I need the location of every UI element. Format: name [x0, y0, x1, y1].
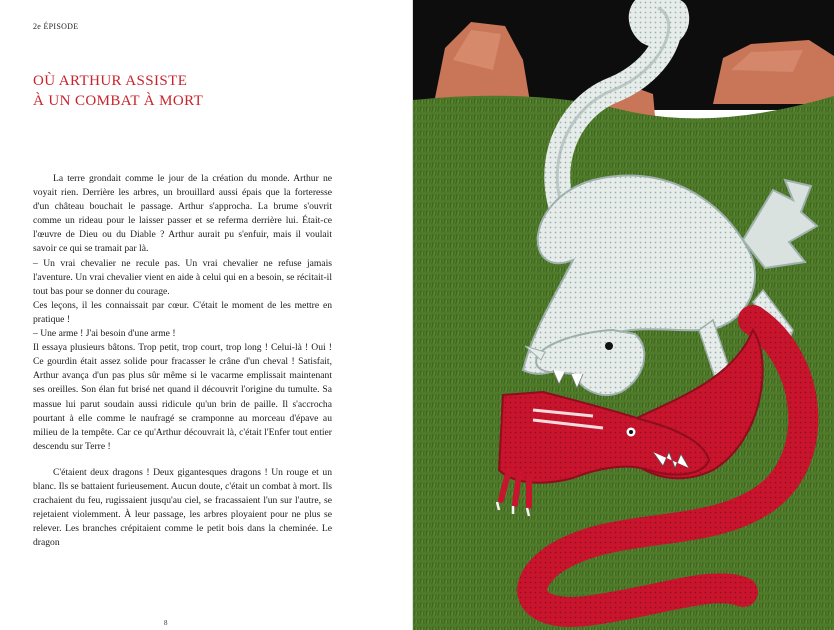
paragraph: – Un vrai chevalier ne recule pas. Un vrai chevalier ne refuse jamais l'aventure. Un vrai chevalier vient en aide à celui qui en a besoin, se récitait-il tout bas pour se donner du courage. — [33, 257, 332, 297]
chapter-title-line-1: OÙ ARTHUR ASSISTE — [33, 73, 188, 89]
illustration-page — [413, 0, 834, 630]
chapter-title — [33, 71, 293, 111]
paragraph: C'étaient deux dragons ! Deux gigantesques dragons ! Un rouge et un blanc. Ils se battaient furieusement. Aucun doute, c'était un combat à mort. Ils crachaient du feu, rugissaient jusqu'au ciel, se fracassaient l'un sur l'autre, se rejetaient violemment. À leur passage, les arbres ployaient pour ne plus se relever. Les branches crépitaient comme le petit bois dans la cheminée. Le dragon — [33, 466, 332, 549]
chapter-title-line-2: À UN COMBAT À MORT — [33, 93, 204, 109]
paragraph: – Une arme ! J'ai besoin d'une arme ! — [33, 328, 176, 340]
white-dragon-eye — [605, 342, 613, 350]
paragraph: Ces leçons, il les connaissait par cœur. C'était le moment de les mettre en pratique ! — [33, 299, 332, 325]
left-page — [0, 0, 413, 630]
paragraph: Il essaya plusieurs bâtons. Trop petit, trop court, trop long ! Celui-là ! Oui ! Ce gourdin était assez solide pour fracasser le crâne d'un cheval ! Satisfait, Arthur avança d'un pas plus sûr même si le vacarme emplissait maintenant ses oreilles. Son élan fut brisé net quand il découvrit l'origine du tumulte. Sa massue lui parut soudain aussi ridicule qu'un brin de paille. Il s'accrocha pourtant à elle comme le naufragé se cramponne au morceau d'épave au milieu de la tempête. Car ce qu'Arthur découvrait là, c'était l'Enfer tout entier descendu sur Terre ! — [33, 342, 332, 452]
body-text — [33, 172, 332, 550]
dragon-fight-illustration — [413, 0, 834, 630]
page-number: 8 — [164, 619, 168, 627]
paragraph: La terre grondait comme le jour de la création du monde. Arthur ne voyait rien. Derrière les arbres, un brouillard aussi épais que la forteresse d'un château bouchait le passage. Arthur s'approcha. La brume s'ouvrit comme un rideau pour le laisser passer et se referma derrière lui. Était-ce l'œuvre de Dieu ou du Diable ? Arthur aurait pu s'enfuir, mais il voulait savoir ce qui se tramait par là. — [33, 173, 332, 255]
episode-label: 2e ÉPISODE — [33, 22, 79, 31]
